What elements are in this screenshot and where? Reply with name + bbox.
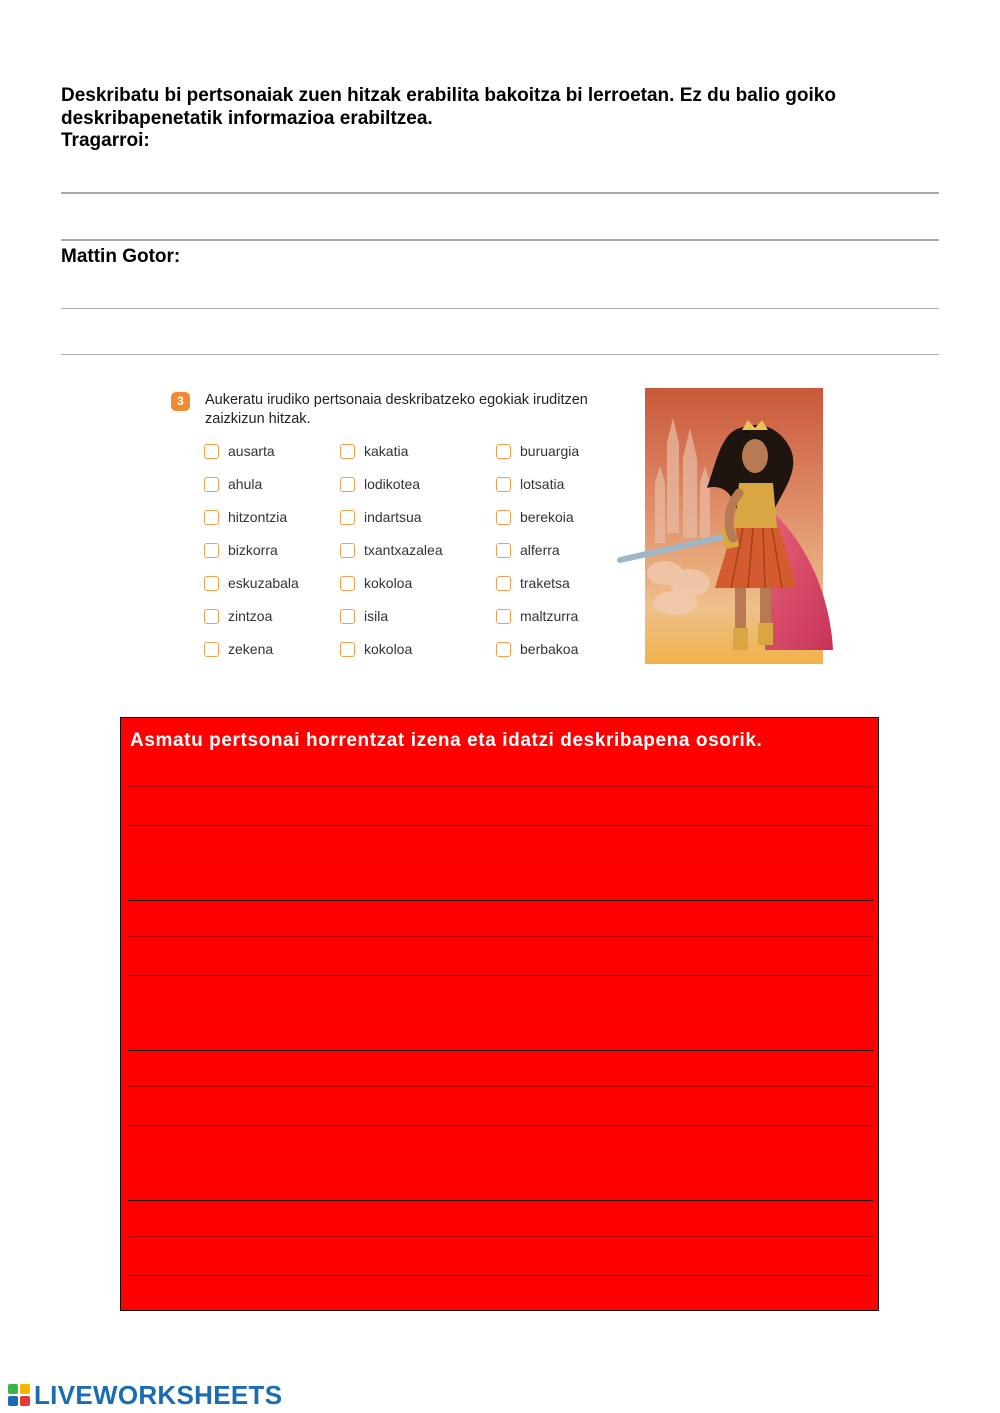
adjective-option[interactable] — [204, 540, 278, 560]
adjective-checklist — [204, 441, 624, 666]
adjective-option[interactable] — [496, 639, 578, 659]
adjective-label: hitzontzia — [228, 509, 288, 525]
left-boot — [733, 628, 748, 650]
adjective-option[interactable] — [496, 441, 579, 461]
adjective-label: txantxazalea — [364, 542, 443, 558]
checkbox[interactable] — [496, 609, 511, 624]
checkbox[interactable] — [204, 609, 219, 624]
adjective-option[interactable] — [496, 606, 578, 626]
adjective-label: alferra — [520, 542, 560, 558]
adjective-label: bizkorra — [228, 542, 278, 558]
instructions-line-1: Deskribatu bi pertsonaiak zuen hitzak erabilita bakoitza bi lerroetan. Ez du balio goiko — [61, 85, 836, 106]
answer-box-writing-line[interactable] — [128, 900, 873, 901]
adjective-option[interactable] — [496, 540, 560, 560]
adjective-option[interactable] — [340, 540, 443, 560]
adjective-label: kokoloa — [364, 575, 413, 591]
checkbox[interactable] — [204, 543, 219, 558]
adjective-label: berbakoa — [520, 641, 579, 657]
exercise-prompt-line-2: zaizkizun hitzak. — [205, 411, 311, 427]
answer-box-writing-line[interactable] — [128, 1125, 873, 1126]
answer-box-writing-line[interactable] — [128, 1011, 873, 1012]
answer-box-writing-line[interactable] — [128, 936, 873, 937]
adjective-option[interactable] — [496, 507, 574, 527]
answer-box-writing-line[interactable] — [128, 1275, 873, 1276]
checkbox[interactable] — [204, 477, 219, 492]
checkbox[interactable] — [496, 477, 511, 492]
adjective-label: kakatia — [364, 443, 409, 459]
adjective-option[interactable] — [204, 606, 272, 626]
exercise-prompt-line-1: Aukeratu irudiko pertsonaia deskribatzeko egokiak iruditzen — [205, 392, 588, 408]
adjective-label: zintzoa — [228, 608, 273, 624]
exercise-number-badge: 3 — [171, 392, 190, 411]
checkbox[interactable] — [204, 576, 219, 591]
adjective-label: lotsatia — [520, 476, 565, 492]
adjective-option[interactable] — [204, 441, 275, 461]
checkbox[interactable] — [496, 510, 511, 525]
checkbox[interactable] — [496, 444, 511, 459]
answer-box-writing-line[interactable] — [128, 786, 873, 787]
answer-box-writing-line[interactable] — [128, 825, 873, 826]
checkbox[interactable] — [496, 642, 511, 657]
answer-box-writing-line[interactable] — [128, 1086, 873, 1087]
description-answer-box[interactable] — [120, 717, 879, 1311]
adjective-label: ahula — [228, 476, 263, 492]
answer-box-writing-line[interactable] — [128, 975, 873, 976]
exercise-prompt — [205, 391, 625, 429]
checkbox[interactable] — [340, 576, 355, 591]
checkbox[interactable] — [340, 543, 355, 558]
label-tragarroi: Tragarroi: — [61, 130, 150, 151]
adjective-option[interactable] — [204, 474, 262, 494]
answer-box-writing-line[interactable] — [128, 1200, 873, 1201]
answer-line-mattin-2[interactable] — [61, 354, 939, 355]
adjective-label: kokoloa — [364, 641, 413, 657]
adjective-option[interactable] — [340, 573, 412, 593]
adjective-label: maltzurra — [520, 608, 579, 624]
checkbox[interactable] — [496, 576, 511, 591]
adjective-label: isila — [364, 608, 389, 624]
adjective-label: eskuzabala — [228, 575, 299, 591]
answer-box-writing-line[interactable] — [128, 861, 873, 862]
adjective-option[interactable] — [204, 507, 287, 527]
adjective-option[interactable] — [204, 573, 299, 593]
checkbox[interactable] — [340, 444, 355, 459]
adjective-label: berekoia — [520, 509, 574, 525]
adjective-option[interactable] — [340, 441, 408, 461]
liveworksheets-logo-text: LIVEWORKSHEETS — [34, 1379, 283, 1410]
adjective-label: zekena — [228, 641, 274, 657]
checkbox[interactable] — [340, 510, 355, 525]
adjective-label: indartsua — [364, 509, 422, 525]
instructions-line-2: deskribapenetatik informazioa erabiltzea. — [61, 108, 433, 129]
adjective-label: buruargia — [520, 443, 580, 459]
checkbox[interactable] — [340, 477, 355, 492]
answer-line-tragarroi-2[interactable] — [61, 239, 939, 241]
label-mattin-gotor: Mattin Gotor: — [61, 246, 181, 267]
checkbox[interactable] — [204, 444, 219, 459]
checkbox[interactable] — [340, 609, 355, 624]
answer-box-title: Asmatu pertsonai horrentzat izena eta idatzi deskribapena osorik. — [130, 730, 763, 751]
liveworksheets-logo — [8, 1381, 282, 1409]
answer-box-writing-line[interactable] — [128, 1050, 873, 1051]
adjective-option[interactable] — [204, 639, 273, 659]
adjective-label: traketsa — [520, 575, 570, 591]
answer-box-writing-line[interactable] — [128, 1161, 873, 1162]
checkbox[interactable] — [340, 642, 355, 657]
right-boot — [758, 623, 773, 645]
adjective-option[interactable] — [496, 573, 570, 593]
adjective-option[interactable] — [340, 606, 388, 626]
answer-line-mattin-1[interactable] — [61, 308, 939, 309]
face — [742, 439, 768, 473]
warrior-princess-illustration — [615, 388, 840, 666]
checkbox[interactable] — [204, 510, 219, 525]
instructions — [61, 84, 941, 130]
adjective-option[interactable] — [340, 507, 422, 527]
answer-line-tragarroi-1[interactable] — [61, 192, 939, 194]
answer-box-writing-line[interactable] — [128, 1236, 873, 1237]
adjective-option[interactable] — [496, 474, 564, 494]
checkbox[interactable] — [496, 543, 511, 558]
adjective-label: ausarta — [228, 443, 275, 459]
liveworksheets-logo-icon — [8, 1384, 30, 1406]
checkbox[interactable] — [204, 642, 219, 657]
adjective-label: lodikotea — [364, 476, 421, 492]
adjective-option[interactable] — [340, 639, 412, 659]
adjective-option[interactable] — [340, 474, 420, 494]
